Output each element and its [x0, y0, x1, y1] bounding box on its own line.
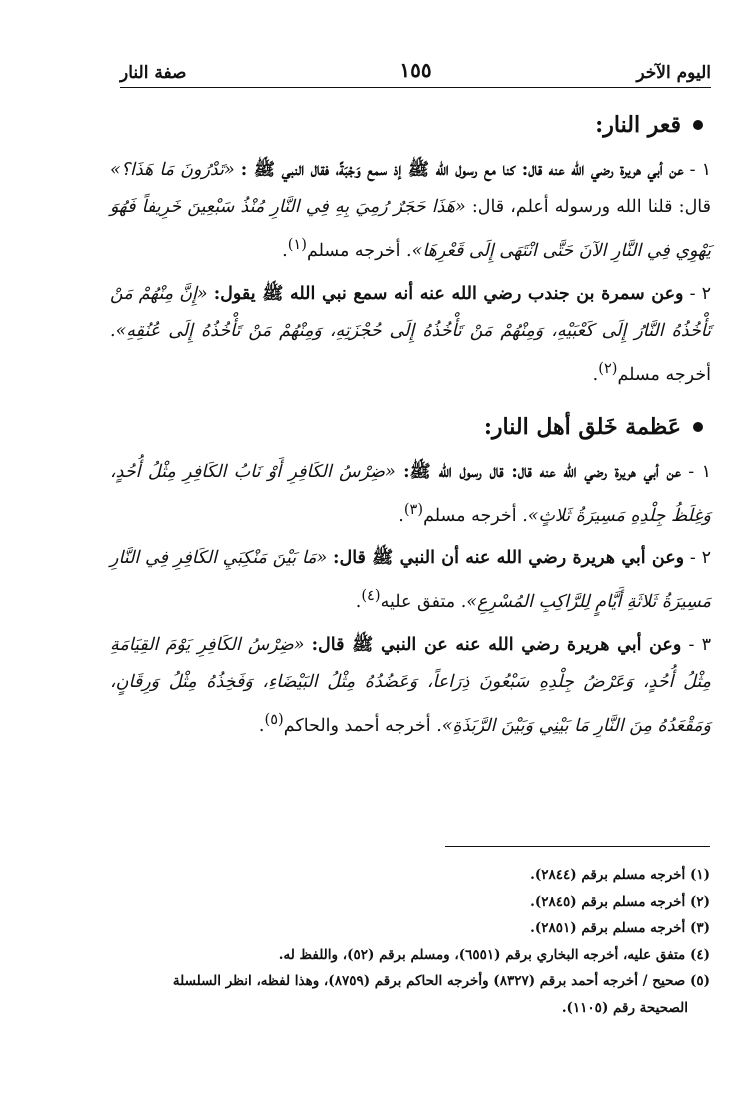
footnote-4: (٤) متفق عليه، أخرجه البخاري برقم (٦٥٥١)، ومسلم برقم (٥٢)، واللفظ له.: [278, 946, 710, 963]
hadith-2-3: ٣ - وعن أبي هريرة رضي الله عنه عن النبي ﷺ قال: «ضِرْسُ الكَافِرِ يَوْمَ القِيَامَةِ مِثْلُ أُحُدٍ، وَعَرْضُ جِلْدِهِ سَبْعُونَ ذِرَاعاً، وَعَضُدُهُ مِثْلُ البَيْضَاءِ، وَفَخِذُهُ مِثْلُ وَرِقَانٍ، وَمَقْعَدُهُ مِنَ النَّارِ مَا بَيْنِي وَبَيْنَ الرَّبَذَةِ». أخرجه أحمد والحاكم$^{(٥)}$.: [110, 635, 711, 737]
footnote-5-cont: الصحيحة رقم (١١٠٥).: [561, 999, 688, 1016]
footnote-ref: (٣): [403, 500, 424, 518]
section-title-fire-depth: قعر النار:: [110, 112, 711, 138]
hadith-1-2: ٢ - وعن سمرة بن جندب رضي الله عنه أنه سمع نبي الله ﷺ يقول: «إِنَّ مِنْهُمْ مَنْ تَأْخُذُهُ النَّارُ إِلَى كَعْبَيْهِ، وَمِنْهُمْ مَنْ تَأْخُذُهُ إِلَى حُجْزَتِهِ، وَمِنْهُمْ مَنْ تَأْخُذُهُ إِلَى عُنُقِهِ». أخرجه مسلم$^{(٢)}$.: [110, 283, 711, 385]
book-title: اليوم الآخر: [636, 63, 711, 83]
footnote-5: (٥) صحيح / أخرجه أحمد برقم (٨٣٢٧) وأخرجه الحاكم برقم (٨٧٥٩)، وهذا لفظه، انظر السلسلة: [172, 973, 710, 989]
page-number: ١٥٥: [399, 58, 432, 82]
footnote-ref: (١): [287, 236, 307, 253]
running-header: [120, 58, 711, 88]
section-title-body-size: عَظمة خَلق أهل النار:: [110, 414, 711, 440]
footnote-ref: (٥): [264, 711, 284, 729]
header-divider: [120, 87, 711, 88]
footnote-ref: (٢): [598, 359, 618, 377]
bullet-icon: [693, 422, 703, 432]
hadith-1-1: ١ - عن أبي هريرة رضي الله عنه قال: كنا مع رسول الله ﷺ إذ سمع وَجْبَةً، فقال النبي ﷺ : «تَدْرُونَ مَا هَذَا؟» قال: قلنا الله ورسوله أعلم، قال: «هَذَا حَجَرٌ رُمِيَ بِهِ فِي النَّارِ مُنْذُ سَبْعِينَ خَرِيفاً فَهُوَ يَهْوِي فِي النَّارِ الآنَ حَتَّى انْتَهَى إِلَى قَعْرِهَا». أخرجه مسلم$^{(١)}$.: [110, 160, 711, 261]
chapter-title: صفة النار: [120, 63, 187, 83]
footnote-2: (٢) أخرجه مسلم برقم (٢٨٤٥).: [530, 893, 710, 910]
footnote-divider: [445, 846, 710, 847]
footnote-3: (٣) أخرجه مسلم برقم (٢٨٥١).: [530, 920, 710, 936]
hadith-2-1: ١ - عن أبي هريرة رضي الله عنه قال: قال رسول الله ﷺ: «ضِرْسُ الكَافِرِ أَوْ نَابُ الكَافِرِ مِثْلُ أُحُدٍ، وَغِلَظُ جِلْدِهِ مَسِيرَةُ ثَلاثٍ». أخرجه مسلم$^{(٣)}$.: [110, 461, 711, 526]
hadith-2-2: ٢ - وعن أبي هريرة رضي الله عنه أن النبي ﷺ قال: «مَا بَيْنَ مَنْكِبَيِ الكَافِرِ فِي النَّارِ مَسِيرَةُ ثَلاثَةِ أَيَّامٍ لِلرَّاكِبِ المُسْرِعِ». متفق عليه$^{(٤)}$.: [110, 548, 711, 613]
bullet-icon: [693, 120, 703, 130]
main-content: [110, 112, 711, 751]
footnote-ref: (٤): [361, 587, 381, 605]
footnote-1: (١) أخرجه مسلم برقم (٢٨٤٤).: [530, 867, 710, 883]
footnotes: [110, 862, 710, 1021]
